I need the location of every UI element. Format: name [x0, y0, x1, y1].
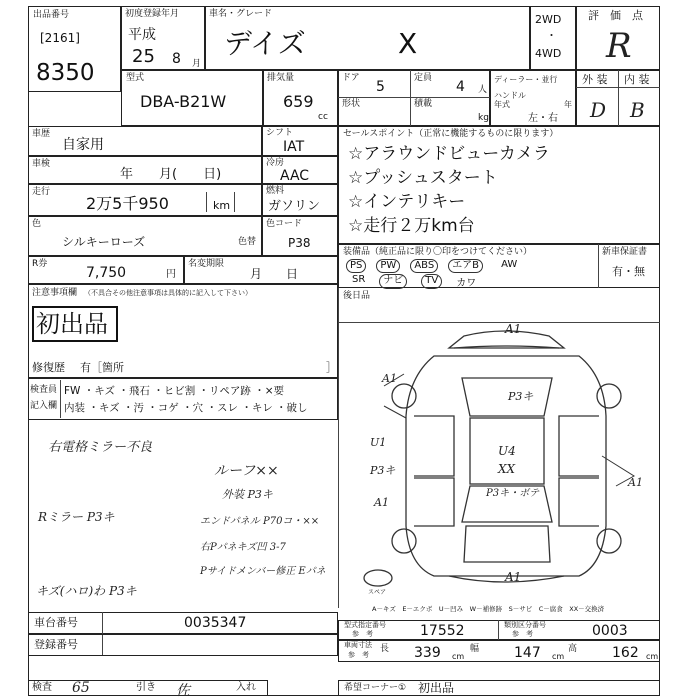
capacity-label: 定員 — [414, 73, 433, 83]
sales-label: セールスポイント（正常に機能するものに限ります） — [343, 129, 559, 139]
type-value: DBA-B21W — [140, 92, 227, 111]
car-right-door-top — [559, 416, 599, 476]
fuel-label: 燃料 — [266, 186, 285, 196]
type-label: 型式 — [126, 73, 145, 83]
mileage-unit-divider2 — [234, 192, 235, 212]
equipment-row-2 — [352, 274, 476, 289]
pull-label: 引き — [136, 682, 156, 693]
hw-mid-4: 右Pパネキズ凹 3-7 — [200, 542, 286, 553]
load-label: 積載 — [414, 99, 433, 109]
diag-a1-side: A1 — [374, 496, 389, 509]
hw-mid-5: Pサイドメンバー修正 Eパネ — [200, 566, 326, 577]
car-left-door-top — [414, 416, 454, 476]
kind-label: 車歴 — [32, 129, 51, 139]
rear-seat-label: 後日品 — [343, 291, 371, 301]
class-value: 0003 — [592, 623, 628, 639]
size-label: 車両寸法 — [344, 641, 372, 649]
color-change-label: 色替 — [238, 237, 257, 247]
inspection-label: 車検 — [32, 159, 51, 169]
pull-value: 入れ — [236, 682, 256, 693]
repair-label: 修復歴 — [32, 361, 65, 374]
spec-divider-v — [410, 70, 411, 126]
hw-left-2: Rミラー P3キ — [38, 510, 115, 524]
hw-mid-3: エンドパネル P70コ・×× — [200, 516, 320, 527]
namechange-value: 月 日 — [250, 267, 299, 281]
chassis-label: 車台番号 — [34, 616, 78, 629]
damage-legend: A－キズ E－エクボ U－凹み W－補修跡 S－サビ C－腐食 XX－交換済 — [372, 605, 605, 613]
drive-dot: ・ — [546, 29, 557, 42]
shift-label: シフト — [266, 128, 294, 138]
sales-item: ☆インテリキー — [348, 192, 466, 212]
diag-a1-right: A1 — [628, 476, 643, 489]
interior-grade: B — [630, 98, 645, 122]
inspect-hand: 65 — [72, 680, 90, 696]
terms-row-2: 内装 ・キズ ・汚 ・コゲ ・穴 ・スレ ・キレ ・破し — [64, 402, 308, 414]
height-unit: cm — [646, 652, 659, 661]
grade: X — [398, 27, 418, 60]
drive-2wd: 2WD — [535, 13, 562, 26]
car-wheel-rr — [597, 529, 621, 553]
lot-number: 8350 — [36, 60, 95, 86]
modelnum-sub: 参 考 — [352, 630, 373, 638]
modelyear-unit: 年 — [564, 100, 572, 109]
name-label: 車名・グレード — [209, 9, 273, 19]
ac-value: AAC — [280, 168, 310, 184]
score-value: R — [606, 26, 632, 66]
height-value: 162 — [612, 645, 639, 661]
shape-label: 形状 — [342, 99, 361, 109]
reg-label: 初度登録年月 — [125, 9, 180, 19]
terms-label-2: 記入欄 — [30, 401, 58, 411]
car-rear-panel — [464, 526, 550, 562]
ac-label: 冷房 — [266, 158, 285, 168]
colorcode-value: P38 — [288, 236, 311, 250]
equip-aw: AW — [501, 259, 518, 270]
equipment-row-1 — [346, 259, 517, 273]
first-listing-stamp-text: 初出品 — [36, 310, 108, 338]
diag-u1: U1 — [370, 436, 387, 449]
door-value: 5 — [376, 79, 385, 95]
capacity-value: 4 — [456, 79, 465, 95]
equip-pw: PW — [376, 259, 400, 273]
diag-p3-roof: P3キ — [508, 390, 534, 403]
capacity-unit: 人 — [478, 85, 488, 95]
rear-divider — [338, 322, 660, 323]
inspect-label: 検査 — [32, 682, 52, 693]
notes-sublabel: （不具合その他注意事項は具体的に記入して下さい） — [84, 289, 252, 297]
mileage-label: 走行 — [32, 187, 51, 197]
length-value: 339 — [414, 645, 441, 661]
diag-xx: XX — [498, 462, 516, 476]
reg-year: 25 — [132, 46, 155, 67]
length-label: 長 — [380, 644, 390, 654]
recycle-label: R券 — [32, 259, 48, 269]
size-sub: 参 考 — [348, 651, 369, 659]
height-label: 高 — [568, 644, 578, 654]
length-unit: cm — [452, 652, 465, 661]
inspection-value: 年 月( 日) — [120, 167, 222, 182]
car-wheel-rl — [392, 529, 416, 553]
car-damage-diagram — [354, 326, 654, 596]
class-label: 類別区分番号 — [504, 621, 546, 629]
new-book-label: 新車保証書 — [602, 247, 648, 257]
car-right-door-bottom — [559, 478, 599, 526]
colorcode-label: 色コード — [266, 219, 303, 229]
width-label: 幅 — [470, 644, 480, 654]
corner-value: 初出品 — [418, 681, 455, 695]
mileage-unit: km — [213, 199, 231, 212]
fuel-value: ガソリン — [268, 199, 321, 214]
hw-mid-2: 外装 P3キ — [222, 488, 273, 501]
width-value: 147 — [514, 645, 541, 661]
mileage-unit-divider — [206, 192, 207, 212]
regnum-label: 登録番号 — [34, 638, 78, 651]
equip-navi: ナビ — [379, 274, 407, 289]
diag-p3-rear: P3キ・ボテ — [486, 488, 540, 499]
hw-left-3: キズ(ハロ)わ P3キ — [36, 584, 137, 598]
lot-code: [2161] — [40, 31, 80, 45]
equip-tv: TV — [421, 274, 442, 289]
spare-tire — [364, 570, 392, 586]
notes-label: 注意事項欄 — [32, 288, 78, 298]
modelyear-label: 年式 — [494, 100, 510, 109]
disp-label: 排気量 — [267, 73, 295, 83]
recycle-unit: 円 — [166, 269, 176, 280]
inspector-signature: 佐 — [176, 683, 190, 699]
mileage-value: 2万5千950 — [86, 194, 169, 213]
equip-abs: ABS — [410, 259, 438, 273]
door-label: ドア — [342, 73, 360, 83]
sales-item: ☆プッシュスタート — [348, 168, 498, 188]
car-wheel-fl — [392, 384, 416, 408]
diag-a1-bottom: A1 — [505, 570, 522, 584]
disp-value: 659 — [283, 92, 314, 111]
diag-u4: U4 — [498, 444, 516, 458]
diag-a1-left: A1 — [382, 372, 397, 385]
reg-month-suffix: 月 — [192, 59, 202, 69]
interior-label: 内 装 — [624, 73, 650, 86]
sales-item: ☆アラウンドビューカメラ — [348, 144, 550, 164]
corner-label: 希望コーナー① — [344, 683, 407, 693]
equip-airbag: エアB — [448, 259, 483, 273]
grade-divider-v — [618, 70, 619, 126]
kind-value: 自家用 — [62, 137, 104, 153]
sales-item: ☆走行２万km台 — [348, 216, 475, 236]
era: 平成 — [128, 27, 156, 43]
car-wheel-fr — [597, 384, 621, 408]
width-unit: cm — [552, 652, 565, 661]
drive-4wd: 4WD — [535, 47, 562, 60]
disp-unit: cc — [318, 112, 328, 122]
hw-mid-1: ルーフ×× — [214, 463, 279, 479]
score-label: 評 価 点 — [588, 9, 643, 22]
equip-ps: PS — [346, 259, 366, 273]
repair-value: 有［箇所 — [80, 361, 124, 374]
model-name: デイズ — [224, 27, 306, 60]
equipment-label: 装備品（純正品に限り〇印をつけてください） — [343, 247, 533, 257]
lot-label: 出品番号 — [33, 10, 70, 20]
new-book-value: 有・無 — [612, 265, 645, 278]
exterior-grade: D — [590, 98, 607, 122]
modelnum-value: 17552 — [420, 623, 465, 639]
class-sub: 参 考 — [512, 630, 533, 638]
handle-value: 左・右 — [528, 113, 558, 124]
terms-label-1: 検査員 — [30, 385, 58, 395]
shift-value: IAT — [283, 139, 305, 155]
color-value: シルキーローズ — [62, 235, 146, 249]
repair-end: ］ — [326, 361, 337, 374]
hw-left-1: 右電格ミラー不良 — [48, 440, 153, 455]
sales-list — [348, 146, 550, 242]
spec-divider — [338, 97, 490, 98]
handle-label: ハンドル — [494, 91, 526, 100]
right-col-divider — [338, 288, 339, 608]
terms-divider — [60, 380, 61, 418]
reg-month: 8 — [172, 51, 181, 67]
car-windshield — [462, 378, 552, 416]
equipment-divider — [598, 244, 599, 288]
equip-sr: SR — [352, 274, 366, 285]
equip-leather: カワ — [456, 278, 477, 289]
modelnum-label: 型式指定番号 — [344, 621, 386, 629]
diag-a1-top: A1 — [505, 322, 522, 336]
diag-p3-left: P3キ — [370, 464, 396, 477]
recycle-value: 7,750 — [86, 265, 127, 281]
color-label: 色 — [32, 219, 42, 229]
exterior-label: 外 装 — [582, 73, 608, 86]
dealer-label: ディーラー・並行 — [494, 75, 558, 84]
chassis-value: 0035347 — [184, 615, 247, 631]
modelnum-divider — [498, 620, 499, 640]
spare-label: スペア — [368, 589, 387, 596]
car-left-door-bottom — [414, 478, 454, 526]
load-unit: kg — [478, 113, 489, 123]
terms-row-1: FW ・キズ ・飛石 ・ヒビ割 ・リペア跡 ・×要 — [64, 385, 284, 397]
namechange-label: 名変期限 — [188, 259, 225, 269]
